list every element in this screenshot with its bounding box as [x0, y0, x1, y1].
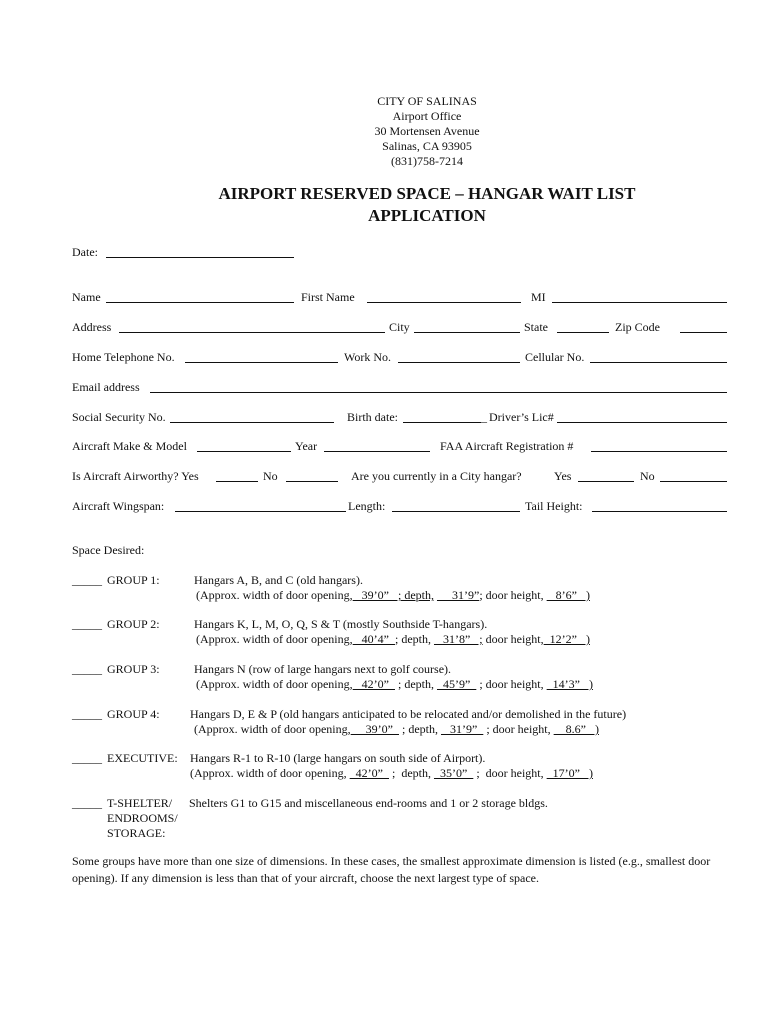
drivers-lic-field[interactable] — [557, 422, 727, 423]
airworthy-no-label: No — [263, 469, 278, 483]
home-phone-field[interactable] — [185, 362, 338, 363]
aircraft-make-label: Aircraft Make & Model — [72, 439, 187, 453]
airworthy-label: Is Aircraft Airworthy? Yes — [72, 469, 199, 483]
group1-desc: Hangars A, B, and C (old hangars). — [194, 573, 363, 587]
group1-dims: (Approx. width of door opening, 39’0” ; depth, 31’9”; door height, 8’6” ) — [196, 588, 590, 602]
faa-reg-field[interactable] — [591, 451, 727, 452]
airworthy-yes-field[interactable] — [216, 481, 258, 482]
group2-checkbox[interactable]: _____ — [72, 617, 102, 631]
form-title: AIRPORT RESERVED SPACE – HANGAR WAIT LIST — [218, 184, 636, 203]
year-label: Year — [295, 439, 318, 453]
work-no-label: Work No. — [344, 350, 392, 364]
birth-date-suffix: _ — [481, 410, 487, 424]
date-label: Date: — [72, 245, 98, 259]
group4-checkbox[interactable]: _____ — [72, 707, 102, 721]
tail-height-field[interactable] — [592, 511, 727, 512]
drivers-lic-label: Driver’s Lic# — [489, 410, 554, 424]
cell-no-label: Cellular No. — [525, 350, 585, 364]
executive-label: EXECUTIVE: — [107, 751, 178, 765]
birth-date-label: Birth date: — [347, 410, 398, 424]
group3-label: GROUP 3: — [107, 662, 160, 676]
city-name: CITY OF SALINAS — [377, 94, 477, 108]
wingspan-label: Aircraft Wingspan: — [72, 499, 165, 513]
street-address: 30 Mortensen Avenue — [374, 124, 480, 138]
executive-desc: Hangars R-1 to R-10 (large hangars on south side of Airport). — [190, 751, 486, 765]
aircraft-make-field[interactable] — [197, 451, 291, 452]
city-hangar-no-label: No — [640, 469, 655, 483]
airworthy-no-field[interactable] — [286, 481, 338, 482]
ssn-field[interactable] — [170, 422, 334, 423]
name-field[interactable] — [106, 302, 294, 303]
birth-date-field[interactable] — [403, 422, 481, 423]
group1-label: GROUP 1: — [107, 573, 160, 587]
address-label: Address — [72, 320, 112, 334]
ssn-label: Social Security No. — [72, 410, 166, 424]
group4-dims: (Approx. width of door opening, 39’0” ; depth, 31’9” ; door height, 8.6” ) — [194, 722, 599, 736]
group4-desc: Hangars D, E & P (old hangars anticipated to be relocated and/or demolished in the future) — [190, 707, 627, 721]
city-label: City — [389, 320, 410, 334]
tail-height-label: Tail Height: — [525, 499, 583, 513]
executive-dims: (Approx. width of door opening, 42’0” ; depth, 35’0” ; door height, 17’0” ) — [190, 766, 593, 780]
first-name-field[interactable] — [367, 302, 521, 303]
length-field[interactable] — [392, 511, 520, 512]
first-name-label: First Name — [301, 290, 355, 304]
endrooms-label: ENDROOMS/ — [107, 811, 178, 825]
phone-number: (831)758-7214 — [391, 154, 463, 168]
date-field[interactable] — [106, 257, 294, 258]
work-no-field[interactable] — [398, 362, 520, 363]
city-hangar-label: Are you currently in a City hangar? — [351, 469, 522, 483]
email-field[interactable] — [150, 392, 727, 393]
city-hangar-yes-label: Yes — [554, 469, 572, 483]
form-title-line2: APPLICATION — [368, 206, 486, 225]
tshelter-desc: Shelters G1 to G15 and miscellaneous end-rooms and 1 or 2 storage bldgs. — [189, 796, 548, 810]
wingspan-field[interactable] — [175, 511, 346, 512]
space-desired-heading: Space Desired: — [72, 543, 145, 557]
group2-desc: Hangars K, L, M, O, Q, S & T (mostly Southside T-hangars). — [194, 617, 488, 631]
city-hangar-yes-field[interactable] — [578, 481, 634, 482]
storage-label: STORAGE: — [107, 826, 166, 840]
length-label: Length: — [348, 499, 386, 513]
city-state-zip: Salinas, CA 93905 — [382, 139, 472, 153]
office-name: Airport Office — [392, 109, 462, 123]
executive-checkbox[interactable]: _____ — [72, 751, 102, 765]
dimension-note: Some groups have more than one size of dimensions. In these cases, the smallest approximate dimension is listed (e.g., smallest door opening). If any dimension is less than that of your aircraft, choose the next largest type of space. — [72, 854, 711, 885]
mi-label: MI — [531, 290, 546, 304]
email-label: Email address — [72, 380, 140, 394]
group3-desc: Hangars N (row of large hangars next to golf course). — [194, 662, 452, 676]
group3-checkbox[interactable]: _____ — [72, 662, 102, 676]
group2-dims: (Approx. width of door opening, 40’4” ; depth, 31’8” ; door height, 12’2” ) — [196, 632, 590, 646]
home-phone-label: Home Telephone No. — [72, 350, 175, 364]
tshelter-label: T-SHELTER/ — [107, 796, 173, 810]
group1-checkbox[interactable]: _____ — [72, 573, 102, 587]
state-field[interactable] — [557, 332, 609, 333]
address-field[interactable] — [119, 332, 385, 333]
city-field[interactable] — [414, 332, 520, 333]
city-hangar-no-field[interactable] — [660, 481, 727, 482]
name-label: Name — [72, 290, 101, 304]
state-label: State — [524, 320, 548, 334]
tshelter-checkbox[interactable]: _____ — [72, 796, 102, 810]
zip-field[interactable] — [680, 332, 727, 333]
zip-label: Zip Code — [615, 320, 660, 334]
cell-no-field[interactable] — [590, 362, 727, 363]
group4-label: GROUP 4: — [107, 707, 160, 721]
faa-reg-label: FAA Aircraft Registration # — [440, 439, 574, 453]
group2-label: GROUP 2: — [107, 617, 160, 631]
group3-dims: (Approx. width of door opening, 42’0” ; depth, 45’9” ; door height, 14’3” ) — [196, 677, 593, 691]
year-field[interactable] — [324, 451, 430, 452]
mi-field[interactable] — [552, 302, 727, 303]
